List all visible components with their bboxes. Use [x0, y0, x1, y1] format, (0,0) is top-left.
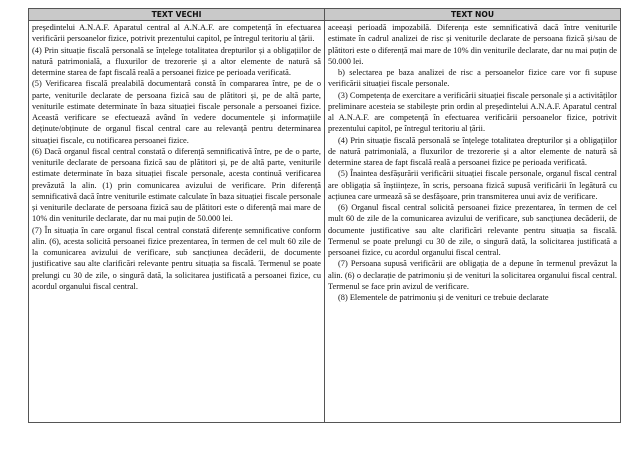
new-paragraph: (8) Elementele de patrimoniu și de venituri ce trebuie declarate [338, 293, 549, 302]
new-paragraph: aceeași perioadă impozabilă. Diferența este semnificativă dacă între veniturile estimate în cadrul analizei de risc și veniturile declarate de persoana fizică și/sau de plătitori este o diferență mai mare de 10% din veniturile declarate, dar nu mai puțin de 50.000 lei. [328, 23, 617, 66]
old-paragraph: (6) Dacă organul fiscal central constată o diferență semnificativă între, pe de o parte, veniturile declarate de persoana fizică sau de plătitori și, pe de altă parte, veniturile estimate determinate în baza situației fiscale personale, acesta continuă verificarea prevăzută la alin. (1) prin comunicarea avizului de verificare. Prin diferență semnificativă dacă între veniturile estimate calculate în baza situației fiscale personale și veniturile declarate de persoana fizică sau de plătitori este o diferență mai mare de 10% din veniturile declarate, dar nu mai puțin de 50.000 lei. [32, 146, 321, 224]
new-paragraph: (7) Persoana supusă verificării are obligația de a depune în termenul prevăzut la alin. (6) o declarație de patrimoniu și de venituri la solicitarea organului fiscal central. Termenul se face prin avizul de verificare. [328, 259, 617, 291]
header-old-text: TEXT VECHI [29, 9, 325, 21]
header-new-text: TEXT NOU [325, 9, 621, 21]
comparison-table [28, 8, 621, 423]
old-paragraph: (4) Prin situație fiscală personală se înțelege totalitatea drepturilor și a obligațiilor de natură patrimonială, a fluxurilor de trezorerie și a altor elemente de natură să determine starea de fapt fiscală reală a persoanei fizice pe perioada verificată. [32, 45, 321, 77]
old-paragraph: (5) Verificarea fiscală prealabilă documentară constă în compararea între, pe de o parte, veniturile declarate de persoana fizică sau de plătitori și, pe de altă parte, veniturile estimate determinate în baza situației fiscale personale a persoanei fizice. Această verificare se efectuează având în vedere documentele și informațiile deținute/obținute de organul fiscal central care au relevanță pentru determinarea situației fiscale, cu notificarea persoanei fizice. [32, 79, 321, 145]
new-text-cell [325, 21, 621, 423]
header-row [29, 9, 621, 21]
old-paragraph: (7) În situația în care organul fiscal central constată diferențe semnificative conform alin. (6), acesta solicită persoanei fizice prezentarea, în termen de cel mult 60 zile de la comunicarea avizului de verificare, sub sancțiunea decăderii, de documente justificative sau alte clarificări relevante pentru situația sa fiscală. Termenul se poate prelungi cu 30 de zile, o singură dată, la solicitarea justificată a persoanei fizice, cu acordul organului fiscal central. [32, 225, 321, 291]
old-paragraph: președintelui A.N.A.F. Aparatul central al A.N.A.F. are competență în efectuarea verificării persoanelor fizice, potrivit prezentului capitol, pe întregul teritoriu al țării. [32, 23, 321, 44]
new-paragraph: b) selectarea pe baza analizei de risc a persoanelor fizice care vor fi supuse verificării situației fiscale personale. [328, 68, 617, 89]
new-paragraph: (3) Competența de exercitare a verificării situației fiscale personale și a activităților preliminare acesteia se stabilește prin ordin al președintelui A.N.A.F. Aparatul central al A.N.A.F. are competență în efectuarea verificării persoanelor fizice, potrivit prezentului capitol, pe întregul teritoriu al țării. [328, 90, 617, 134]
content-row [29, 21, 621, 423]
new-paragraph: (5) Înaintea desfășurării verificării situației fiscale personale, organul fiscal central are obligația să înștiințeze, în scris, persoana fizică supusă verificării în legătură cu acțiunea care urmează să se desfășoare, prin transmiterea unui aviz de verificare. [328, 169, 617, 201]
new-paragraph: (6) Organul fiscal central solicită persoanei fizice prezentarea, în termen de cel mult 60 de zile de la comunicarea avizului de verificare, sub sancțiunea decăderii, de documente justificative sau alte clarificări relevante pentru situația sa fiscală. Termenul se poate prelungi cu 30 de zile, o singură dată, la solicitarea justificată a persoanei fizice, cu acordul organului fiscal central. [328, 203, 617, 257]
old-text-cell [29, 21, 325, 423]
new-paragraph: (4) Prin situație fiscală personală se înțelege totalitatea drepturilor și a obligațiilor de natură patrimonială, a fluxurilor de trezorerie și a altor elemente de natură să determine starea de fapt fiscală reală a persoanei fizice pe perioada verificată. [328, 135, 617, 167]
